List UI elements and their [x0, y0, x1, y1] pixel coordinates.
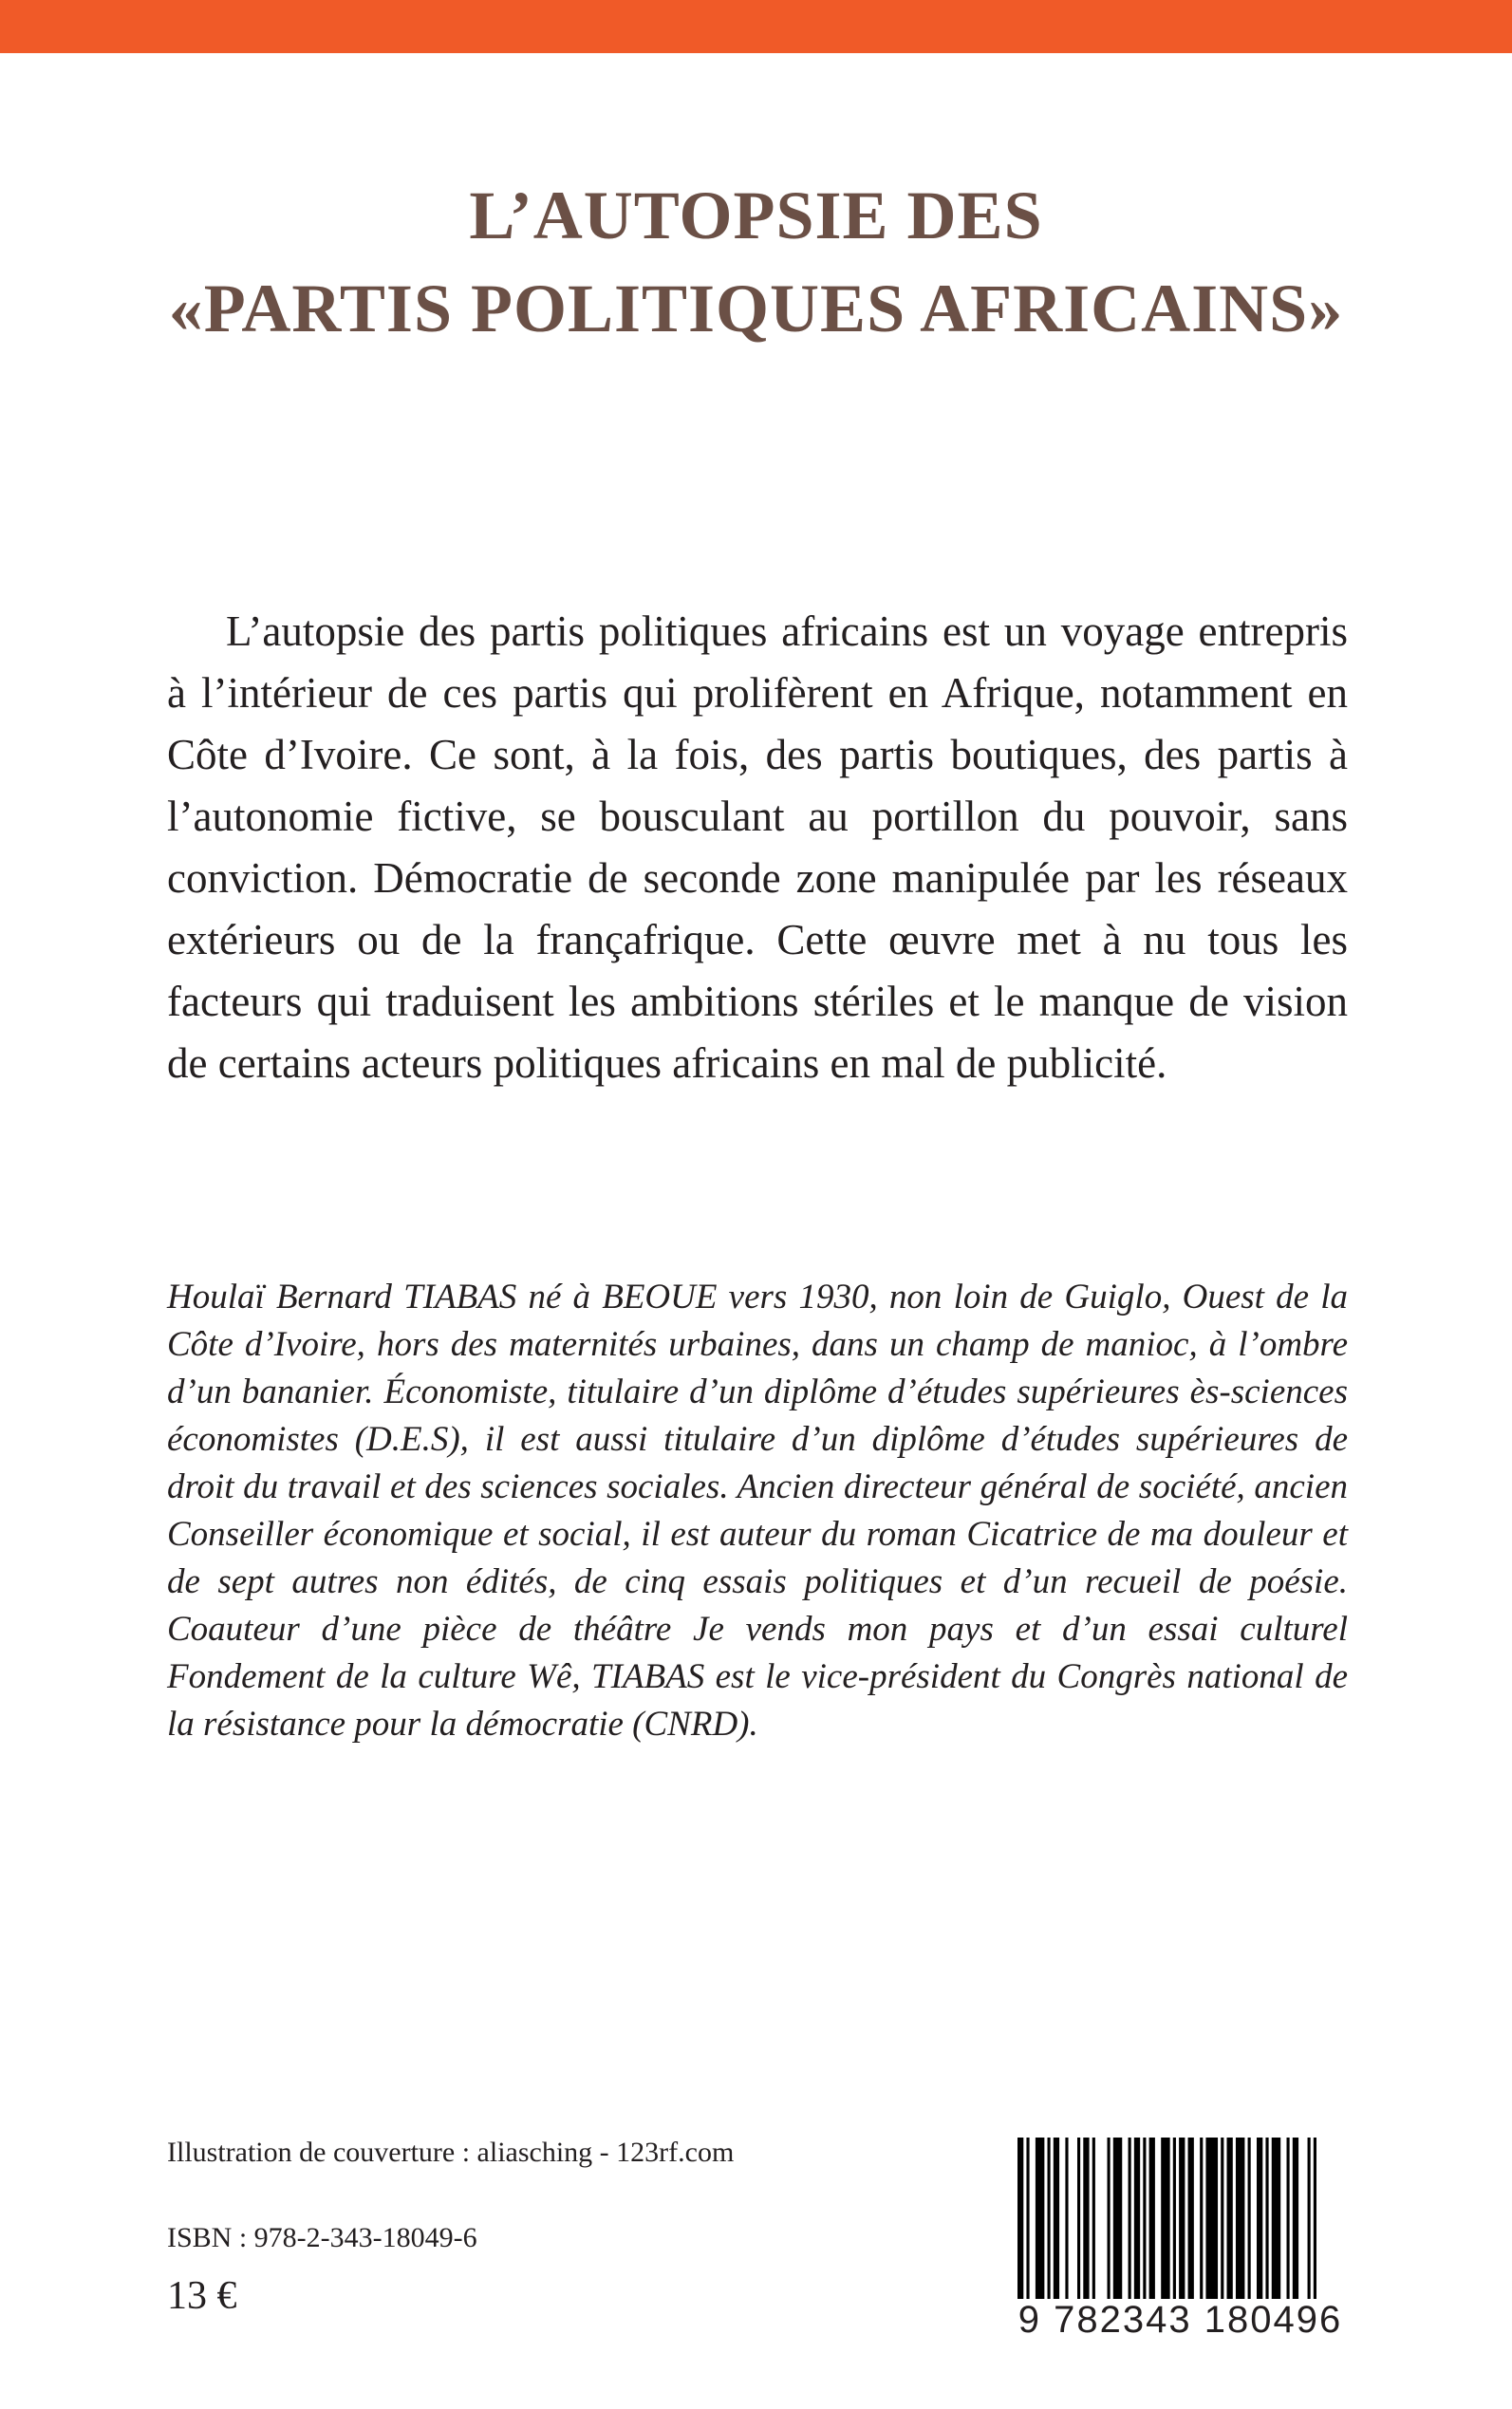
barcode-bar	[1248, 2138, 1251, 2299]
barcode-bar	[1092, 2138, 1095, 2299]
barcode-bar	[1134, 2138, 1140, 2299]
barcode-bar	[1129, 2138, 1131, 2299]
barcode-bar	[1200, 2138, 1203, 2299]
barcode-bar	[1143, 2138, 1146, 2299]
barcode-bar	[1188, 2138, 1194, 2299]
barcode-bar	[1065, 2138, 1068, 2299]
isbn-label: ISBN : 978-2-343-18049-6	[167, 2222, 477, 2253]
illustration-credit: Illustration de couverture : aliasching - 123rf.com	[167, 2137, 735, 2168]
book-title-line-2: «PARTIS POLITIQUES AFRICAINS»	[168, 271, 1344, 346]
barcode	[1012, 2138, 1349, 2344]
barcode-bar	[1173, 2138, 1176, 2299]
author-biography: Houlaï Bernard TIABAS né à BEOUE vers 1930, non loin de Guiglo, Ouest de la Côte d’Ivoire, hors des maternités urbaines, dans un champ de manioc, à l’ombre d’un bananier. Économiste, titulaire d’un diplôme d’études supérieures ès-sciences économistes (D.E.S), il est aussi titulaire d’un diplôme d’études supérieures de droit du travail et des sciences sociales. Ancien directeur général de société, ancien Conseiller économique et social, il est auteur du roman Cicatrice de ma douleur et de sept autres non édités, de cinq essais politiques et d’un recueil de poésie. Coauteur d’une pièce de théâtre Je vends mon pays et d’un essai culturel Fondement de la culture Wê, TIABAS est le vice-président du Congrès national de la résistance pour la démocratie (CNRD).	[167, 1278, 1348, 1744]
top-color-bar	[0, 0, 1512, 53]
barcode-bar	[1179, 2138, 1185, 2299]
book-title	[0, 169, 1512, 355]
barcode-bar	[1108, 2138, 1111, 2299]
barcode-bar	[1287, 2138, 1290, 2299]
barcode-bar	[1227, 2138, 1233, 2299]
barcode-bar	[1265, 2138, 1268, 2299]
barcode-bar	[1017, 2138, 1023, 2299]
barcode-bar	[1077, 2138, 1080, 2299]
barcode-bar	[1036, 2138, 1044, 2299]
barcode-bar	[1026, 2138, 1029, 2299]
barcode-bar	[1048, 2138, 1051, 2299]
price-label: 13 €	[167, 2274, 237, 2318]
barcode-bar	[1236, 2138, 1244, 2299]
book-summary: L’autopsie des partis politiques africains est un voyage entrepris à l’intérieur de ces partis qui prolifèrent en Afrique, notamment en Côte d’Ivoire. Ce sont, à la fois, des partis boutiques, des partis à l’autonomie fictive, se bousculant au portillon du pouvoir, sans conviction. Démocratie de seconde zone manipulée par les réseaux extérieurs ou de la françafrique. Cette œuvre met à nu tous les facteurs qui traduisent les ambitions stériles et le manque de vision de certains acteurs politiques africains en mal de publicité.	[167, 607, 1348, 1087]
barcode-digits: 9 782343 180496	[1017, 2299, 1343, 2341]
book-title-line-1: L’AUTOPSIE DES	[469, 177, 1043, 253]
barcode-bar	[1308, 2138, 1311, 2299]
barcode-bar	[1293, 2138, 1298, 2299]
barcode-bar	[1113, 2138, 1122, 2299]
barcode-bar	[1221, 2138, 1223, 2299]
barcode-bar	[1314, 2138, 1316, 2299]
barcode-bar	[1083, 2138, 1089, 2299]
barcode-bar	[1149, 2138, 1155, 2299]
barcode-bar	[1161, 2138, 1169, 2299]
barcode-bar	[1257, 2138, 1262, 2299]
barcode-bars	[1012, 2138, 1349, 2299]
barcode-bar	[1054, 2138, 1059, 2299]
barcode-bar	[1205, 2138, 1218, 2299]
barcode-bar	[1272, 2138, 1280, 2299]
